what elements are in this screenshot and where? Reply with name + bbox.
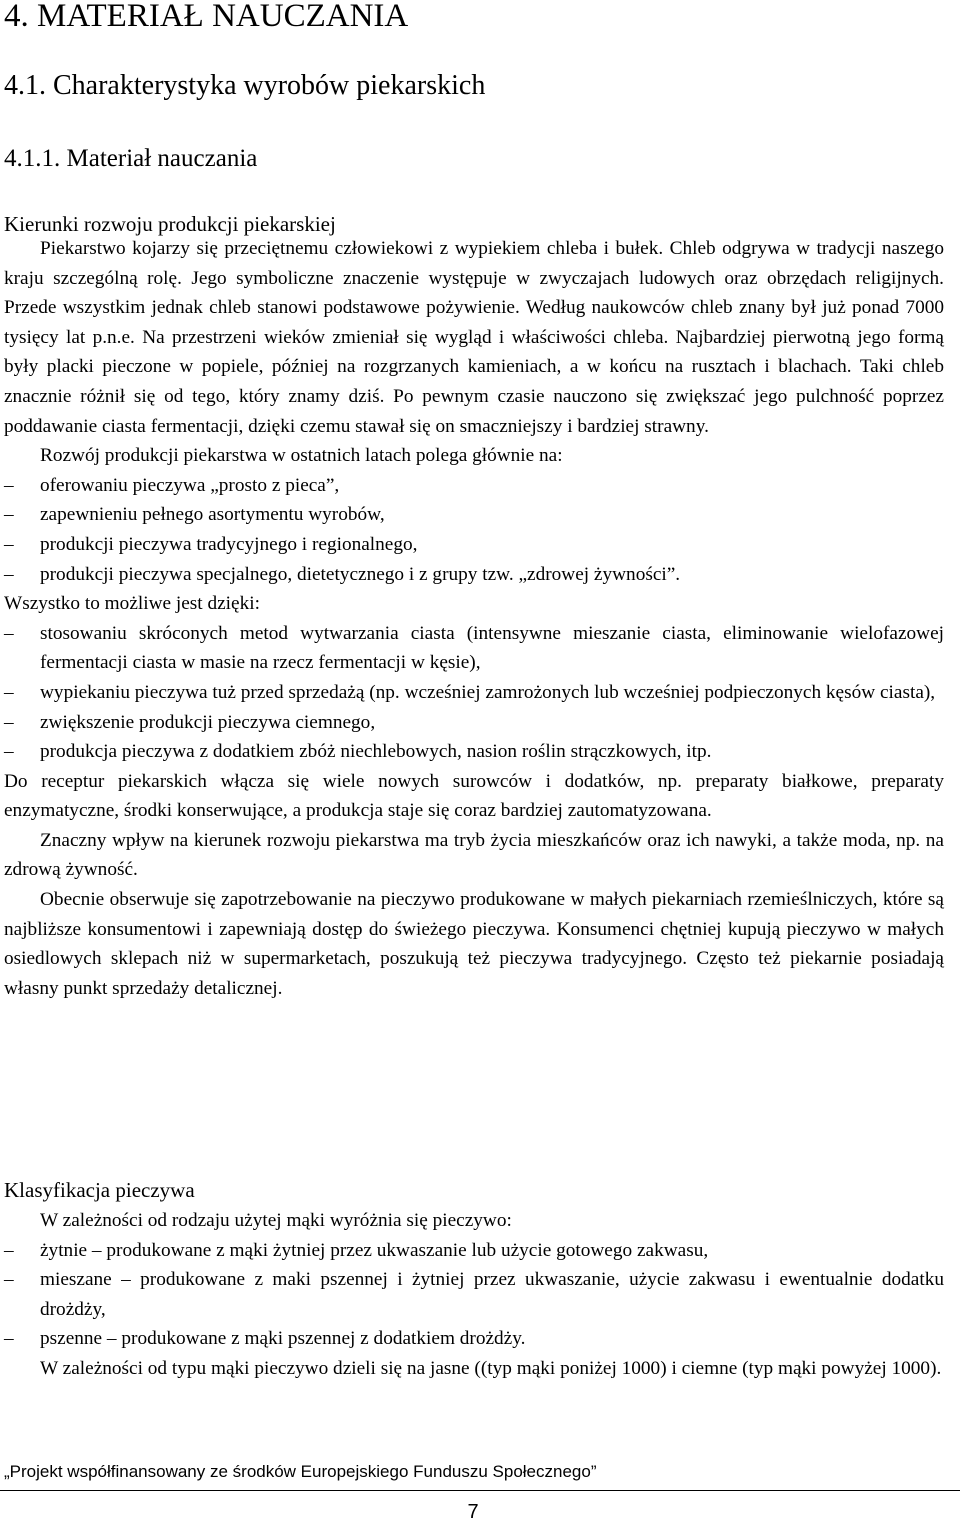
dash-marker: – [4,681,14,703]
list-item: – mieszane – produkowane z maki pszennej i żytniej przez ukwaszanie, użycie zakwasu i ewentualnie dodatku drożdży, [4,1265,944,1324]
list-item: – produkcja pieczywa z dodatkiem zbóż niechlebowych, nasion roślin strączkowych, itp. [4,737,944,767]
paragraph: Wszystko to możliwe jest dzięki: [4,593,260,615]
dash-marker: – [4,504,14,526]
paragraph: W zależności od typu mąki pieczywo dzieli się na jasne ((typ mąki poniżej 1000) i ciemne (typ mąki powyżej 1000). [40,1357,942,1379]
list-item: – produkcji pieczywa tradycyjnego i regionalnego, [4,530,944,560]
dash-marker: – [4,741,14,763]
subsection-heading: 4.1.1. Materiał nauczania [4,145,258,172]
dash-marker: – [4,1328,14,1350]
paragraph: Do receptur piekarskich włącza się wiele nowych surowców i dodatków, np. preparaty białkowe, preparaty enzymatyczne, środki konserwujące, a produkcja staje się coraz bardziej zautomatyzowana. [4,770,944,822]
dash-marker: – [4,563,14,585]
paragraph: W zależności od rodzaju użytej mąki wyróżnia się pieczywo: [40,1210,512,1231]
section-heading: 4.1. Charakterystyka wyrobów piekarskich [4,70,486,101]
dash-marker: – [4,474,14,496]
footer-note [0,1461,960,1483]
section-body-development [4,234,944,1003]
dash-marker: – [4,1239,14,1261]
paragraph: Obecnie obserwuje się zapotrzebowanie na pieczywo produkowane w małych piekarniach rzemieślniczych, które są najbliższe konsumentowi i zapewniają dostęp do świeżego pieczywa. Konsumenci chętniej kupują pieczywo w małych osiedlowych sklepach niż w supermarketach, poszukują też pieczywa tradycyjnego. Często też piekarnie posiadają własny punkt sprzedaży detalicznej. [4,889,944,999]
footer-text: „Projekt współfinansowany ze środków Europejskiego Funduszu Społecznego” [4,1462,597,1481]
chapter-heading: 4. MATERIAŁ NAUCZANIA [4,0,409,34]
section-title-development: Kierunki rozwoju produkcji piekarskiej [4,212,336,236]
list-item: – produkcji pieczywa specjalnego, dietetycznego i z grupy tzw. „zdrowej żywności”. [4,560,944,590]
list-item: – wypiekaniu pieczywa tuż przed sprzedażą (np. wcześniej zamrożonych lub wcześniej podpieczonych kęsów ciasta), [4,678,944,708]
dash-marker: – [4,533,14,555]
dash-marker: – [4,622,14,644]
list-item: – oferowaniu pieczywa „prosto z pieca”, [4,471,944,501]
paragraph: Piekarstwo kojarzy się przeciętnemu człowiekowi z wypiekiem chleba i bułek. Chleb odgrywa w tradycji naszego kraju szczególną rolę. Jego symboliczne znaczenie występuje w zwyczajach ludowych oraz obrzędach religijnych. Przede wszystkim jednak chleb stanowi podstawowe pożywienie. Według naukowców chleb znany był już ponad 7000 tysięcy lat p.n.e. Na przestrzeni wieków zmieniał się wygląd i właściwości chleba. Najbardziej pierwotną jego formą były placki pieczone w popiele, później na rozgrzanych kamieniach, a w końcu na rusztach i blachach. Taki chleb znacznie różnił się od tego, który znamy dziś. Po pewnym czasie nauczono się zwiększać jego pulchność poprzez poddawanie ciasta fermentacji, dzięki czemu stawał się on smaczniejszy i bardziej strawny. [4,238,944,437]
list-item: – stosowaniu skróconych metod wytwarzania ciasta (intensywne mieszanie ciasta, eliminowanie wielofazowej fermentacji ciasta w masie na rzecz fermentacji w kęsie), [4,619,944,678]
paragraph: Znaczny wpływ na kierunek rozwoju piekarstwa ma tryb życia mieszkańców oraz ich nawyki, a także moda, np. na zdrową żywność. [4,829,944,881]
list-item: – pszenne – produkowane z mąki pszennej z dodatkiem drożdży. [4,1324,944,1354]
dash-marker: – [4,711,14,733]
list-item: – żytnie – produkowane z mąki żytniej przez ukwaszanie lub użycie gotowego zakwasu, [4,1236,944,1266]
paragraph: Rozwój produkcji piekarstwa w ostatnich latach polega głównie na: [40,445,563,467]
list-item: – zwiększenie produkcji pieczywa ciemnego, [4,708,944,738]
section-body-classification [4,1206,944,1384]
section-title-classification: Klasyfikacja pieczywa [4,1178,195,1202]
dash-marker: – [4,1269,14,1291]
page-number: 7 [467,1501,479,1523]
list-item: – zapewnieniu pełnego asortymentu wyrobów, [4,500,944,530]
footer-divider [0,1490,960,1491]
